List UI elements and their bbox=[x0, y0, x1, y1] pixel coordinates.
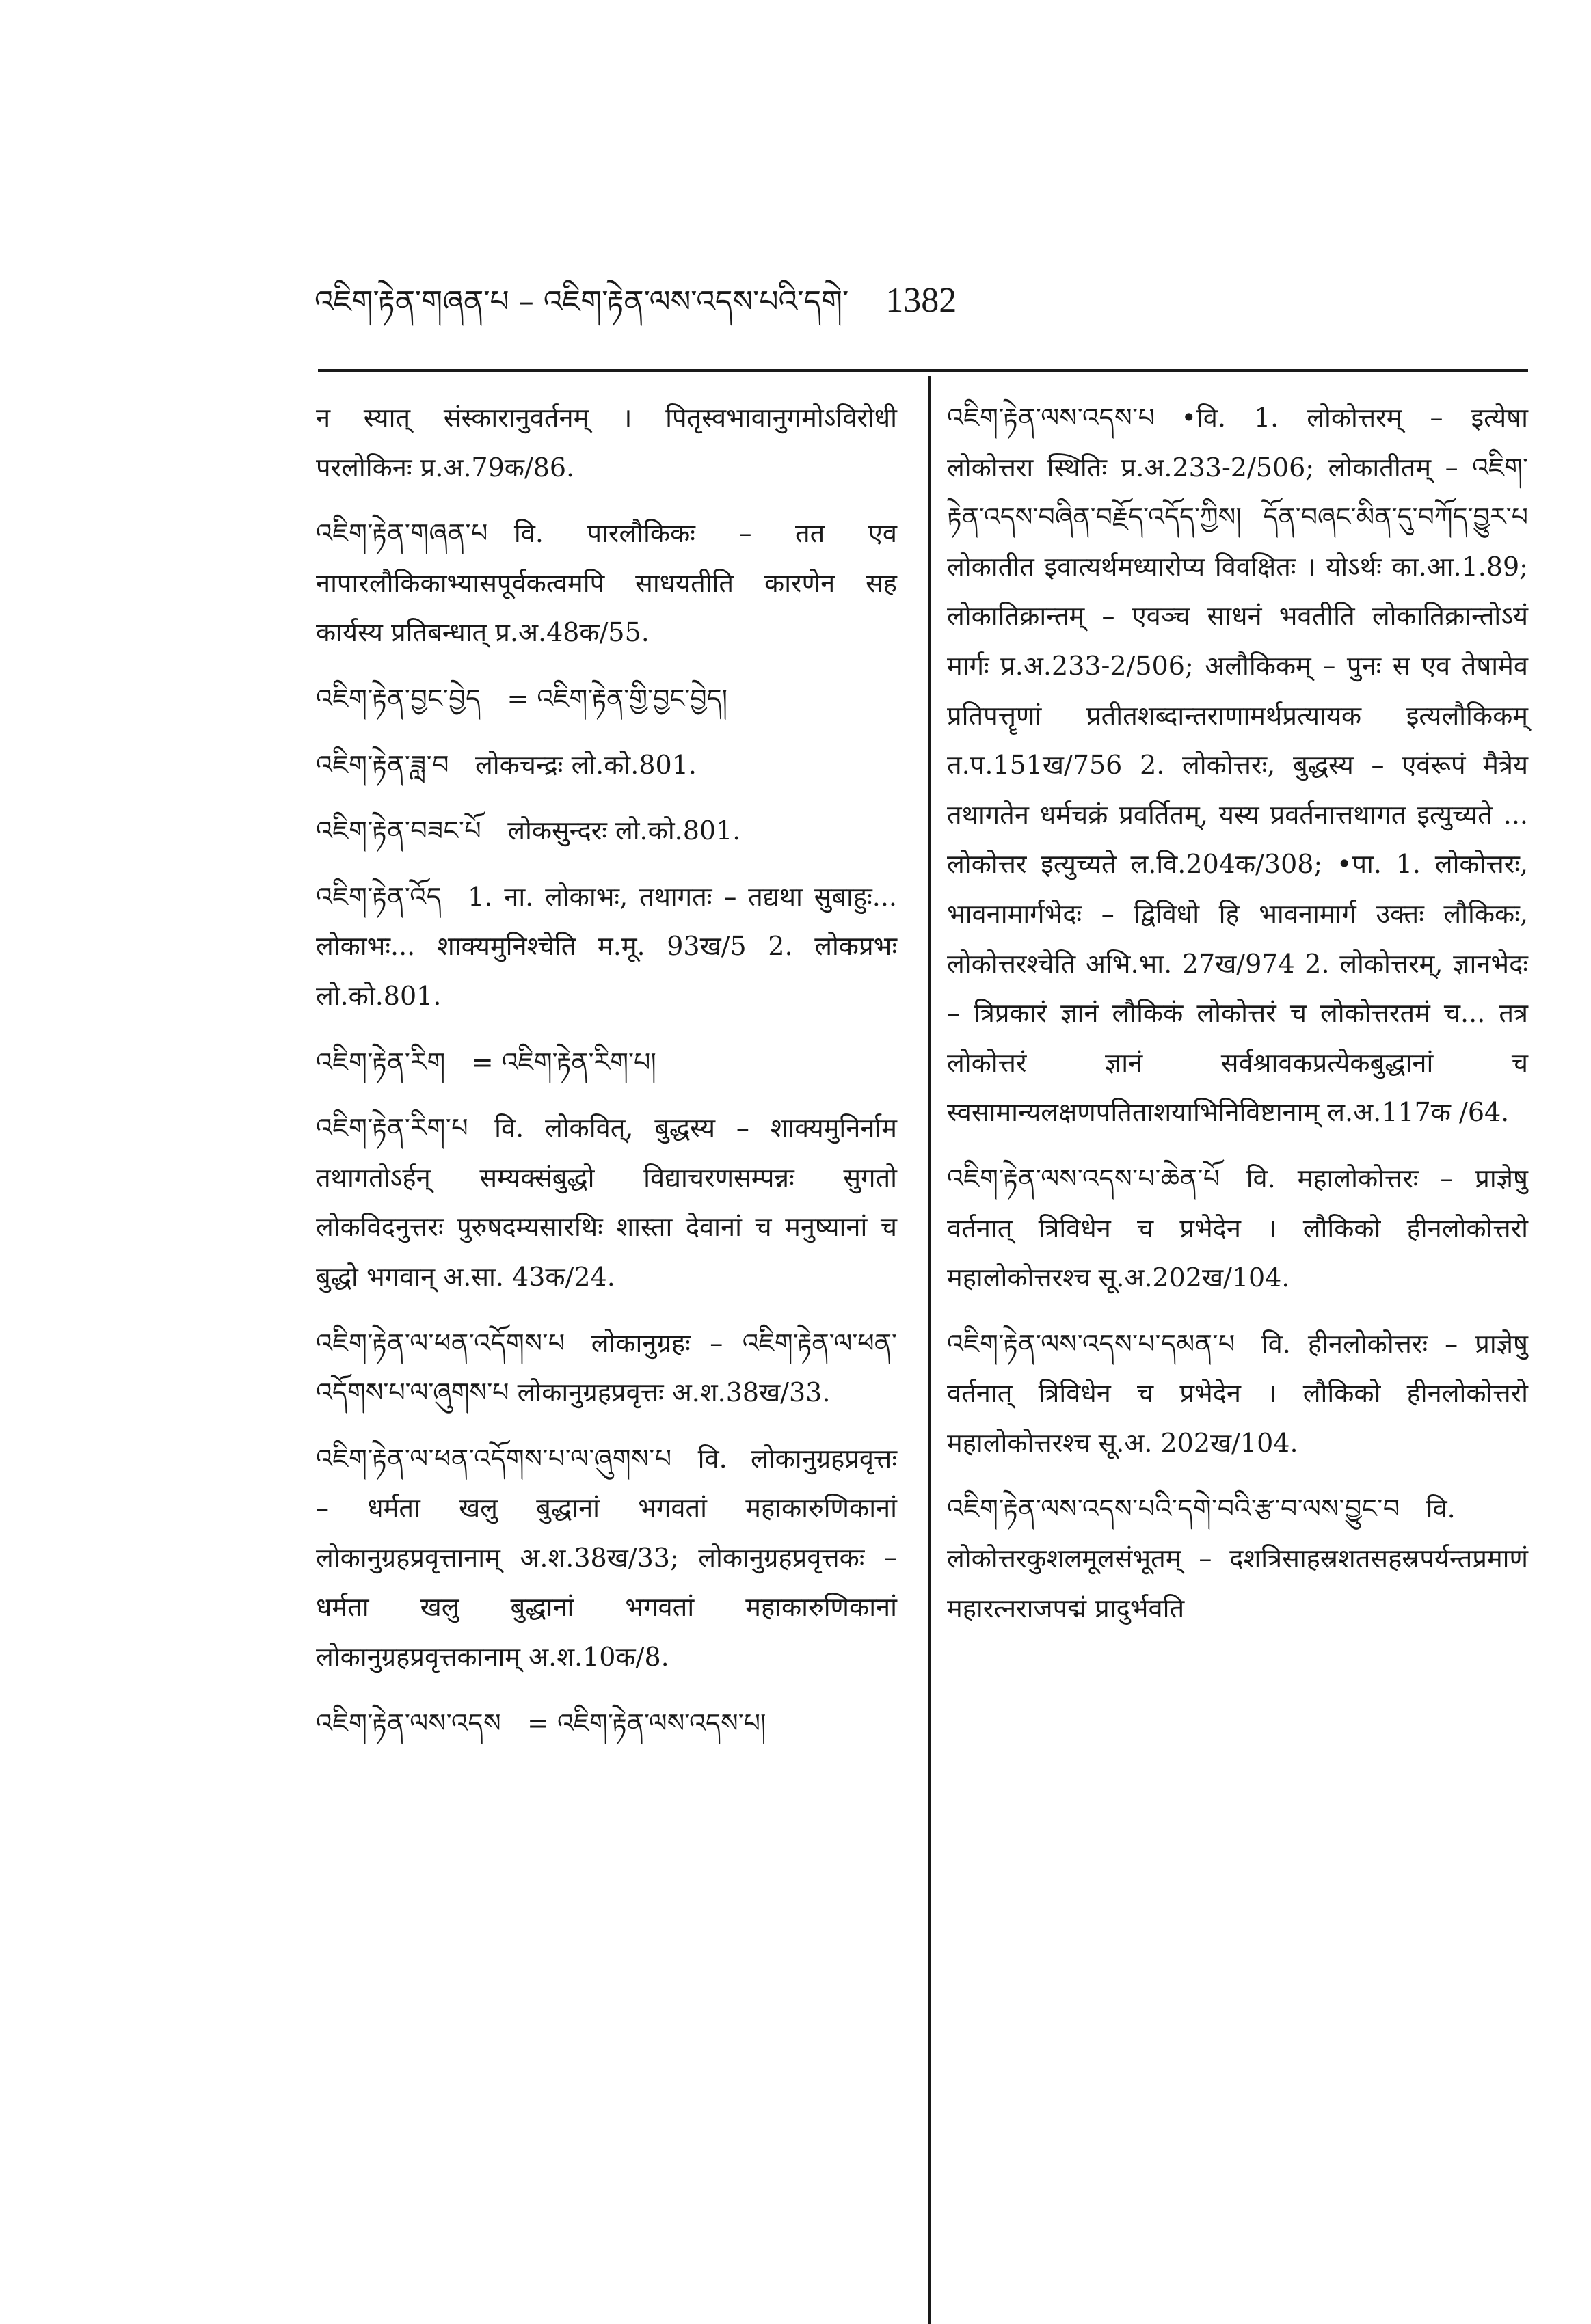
entry-headword: འཇིག་རྟེན་ལས་འདས bbox=[316, 1707, 502, 1738]
entry-headword: འཇིག་རྟེན་ཟླ་བ bbox=[316, 749, 449, 780]
entry-definition: लोकानुग्रहः – འཇིག་རྟེན་ལ་ཕན་འདོགས་པ་ལ་ཞུགས་པ लोकानुग्रहप्रवृत्तः अ.श.38ख/33. bbox=[316, 1327, 897, 1408]
entry-definition: = འཇིག་རྟེན་ལས་འདས་པ། bbox=[527, 1707, 766, 1738]
entry-definition: न स्यात् संस्कारानुवर्तनम् । पितृस्वभावानुगमोऽविरोधी परलोकिनः प्र.अ.79क/86. bbox=[316, 403, 897, 483]
entry-headword: འཇིག་རྟེན་ལས་འདས་པ་ཆེན་པོ bbox=[947, 1163, 1220, 1193]
dictionary-entry bbox=[316, 1434, 897, 1682]
entry-definition: वि. लोकानुग्रहप्रवृत्तः – धर्मता खलु बुद्धानां भगवतां महाकारुणिकानां लोकानुग्रहप्रवृत्तानाम् अ.श.38ख/33; लोकानुग्रहप्रवृत्तकः – धर्मता खलु बुद्धानां भगवतां महाकारुणिकानां लोकानुग्रहप्रवृत्तकानाम् अ.श.10क/8. bbox=[316, 1443, 897, 1673]
entry-headword: འཇིག་རྟེན་ལས་འདས་པ bbox=[947, 403, 1155, 433]
header-entry-range: འཇིག་རྟེན་གཞན་པ – འཇིག་རྟེན་ལས་འདས་པའི་དགེ་ bbox=[315, 284, 849, 319]
entry-definition: •वि. 1. लोकोत्तरम् – इत्येषा लोकोत्तरा स्थितिः प्र.अ.233-2/506; लोकातीतम् – འཇིག་རྟེན་འདས་བཞིན་བརྗོད་འདོད་ཀྱིས། དོན་བཞང་མིན་དུ་བཀོད་བྱུར་པ लोकातीत इवात्यर्थमध्यारोप्य विवक्षितः । योऽर्थः का.आ.1.89; लोकातिक्रान्तम् – एवञ्च साधनं भवतीति लोकातिक्रान्तोऽयं मार्गः प्र.अ.233-2/506; अलौकिकम् – पुनः स एव तेषामेव प्रतिपत्तॄणां प्रतीतशब्दान्तराणामर्थप्रत्यायक इत्यलौकिकम् त.प.151ख/756 2. लोकोत्तरः, बुद्धस्य – एवंरूपं मैत्रेय तथागतेन धर्मचक्रं प्रवर्तितम्, यस्य प्रवर्तनात्तथागत इत्युच्यते ... लोकोत्तर इत्युच्यते ल.वि.204क/308; •पा. 1. लोकोत्तरः, भावनामार्गभेदः – द्विविधो हि भावनामार्ग उक्तः लौकिकः, लोकोत्तरश्चेति अभि.भा. 27ख/974 2. लोकोत्तरम्, ज्ञानभेदः – त्रिप्रकारं ज्ञानं लौकिकं लोकोत्तरं च लोकोत्तरतमं च... तत्र लोकोत्तरं ज्ञानं सर्वश्रावकप्रत्येकबुद्धानां च स्वसामान्यलक्षणपतिताशयाभिनिविष्टानाम् ल.अ.117क /64. bbox=[947, 403, 1528, 1128]
page-number: 1382 bbox=[885, 281, 957, 320]
entry-definition: वि. हीनलोकोत्तरः – प्राज्ञेषु वर्तनात् त्रिविधेन च प्रभेदेन । लौकिको हीनलोकोत्तरो महालोकोत्तरश्च सू.अ. 202ख/104. bbox=[947, 1328, 1528, 1458]
dictionary-entry bbox=[947, 1319, 1528, 1468]
dictionary-entry bbox=[316, 740, 897, 790]
entry-headword: འཇིག་རྟེན་རིག bbox=[316, 1046, 446, 1077]
entry-headword: འཇིག་རྟེན་ལ་ཕན་འདོགས་པ bbox=[316, 1327, 565, 1358]
entry-headword: འཇིག་རྟེན་འོད bbox=[316, 881, 442, 912]
entry-definition: वि. पारलौकिकः – तत एव नापारलौकिकाभ्यासपूर्वकत्वमपि साधयतीति कारणेन सह कार्यस्य प्रतिबन्धात् प्र.अ.48क/55. bbox=[316, 518, 897, 648]
entry-definition: = འཇིག་རྟེན་གྱི་བྱང་བྱེད། bbox=[507, 683, 728, 714]
dictionary-entry bbox=[316, 393, 897, 492]
entry-headword: འཇིག་རྟེན་བཟང་པོ bbox=[316, 815, 482, 846]
entry-headword: འཇིག་རྟེན་ལས་འདས་པའི་དགེ་བའི་རྩ་བ་ལས་བྱུང་བ bbox=[947, 1494, 1400, 1524]
entry-definition: वि. लोकोत्तरकुशलमूलसंभूतम् – दशत्रिसाहस्रशतसहस्रपर्यन्तप्रमाणं महारत्नराजपद्मं प्रादुर्भवति bbox=[947, 1494, 1528, 1623]
left-column bbox=[316, 393, 897, 1764]
entry-headword: འཇིག་རྟེན་ལ་ཕན་འདོགས་པ་ལ་ཞུགས་པ bbox=[316, 1443, 672, 1474]
entry-headword: འཇིག་རྟེན་བྱང་བྱེད bbox=[316, 683, 481, 714]
header-rule bbox=[318, 369, 1528, 372]
dictionary-entry bbox=[947, 1484, 1528, 1633]
dictionary-entry bbox=[316, 872, 897, 1021]
entry-headword: འཇིག་རྟེན་གཞན་པ bbox=[316, 518, 488, 549]
dictionary-entry bbox=[316, 509, 897, 658]
dictionary-entry bbox=[316, 1038, 897, 1087]
column-divider bbox=[928, 376, 931, 2324]
dictionary-entry bbox=[316, 1103, 897, 1301]
entry-definition: लोकचन्द्रः लो.को.801. bbox=[474, 749, 697, 780]
dictionary-entry bbox=[316, 674, 897, 724]
entry-definition: वि. महालोकोत्तरः – प्राज्ञेषु वर्तनात् त्रिविधेन च प्रभेदेन । लौकिको हीनलोकोत्तरो महालोकोत्तरश्च सू.अ.202ख/104. bbox=[947, 1163, 1528, 1293]
entry-definition: वि. लोकवित्, बुद्धस्य – शाक्यमुनिर्नाम तथागतोऽर्हन् सम्यक्संबुद्धो विद्याचरणसम्पन्नः सुगतो लोकविदनुत्तरः पुरुषदम्यसारथिः शास्ता देवानां च मनुष्यानां च बुद्धो भगवान् अ.सा. 43क/24. bbox=[316, 1113, 897, 1292]
entry-headword: འཇིག་རྟེན་ལས་འདས་པ་དམན་པ bbox=[947, 1328, 1235, 1359]
dictionary-entry bbox=[316, 1319, 897, 1418]
dictionary-entry bbox=[947, 393, 1528, 1137]
dictionary-entry bbox=[316, 806, 897, 856]
dictionary-entry bbox=[947, 1154, 1528, 1303]
entry-headword: འཇིག་རྟེན་རིག་པ bbox=[316, 1113, 469, 1144]
entry-definition: लोकसुन्दरः लो.को.801. bbox=[507, 815, 741, 846]
dictionary-entry bbox=[316, 1699, 897, 1748]
entry-definition: = འཇིག་རྟེན་རིག་པ། bbox=[471, 1046, 656, 1077]
entry-definition: 1. ना. लोकाभः, तथागतः – तद्यथा सुबाहुः... लोकाभः... शाक्यमुनिश्चेति म.मू. 93ख/5 2. लोकप्रभः लो.को.801. bbox=[316, 881, 897, 1011]
page-header bbox=[315, 270, 1532, 332]
right-column bbox=[947, 393, 1528, 1649]
